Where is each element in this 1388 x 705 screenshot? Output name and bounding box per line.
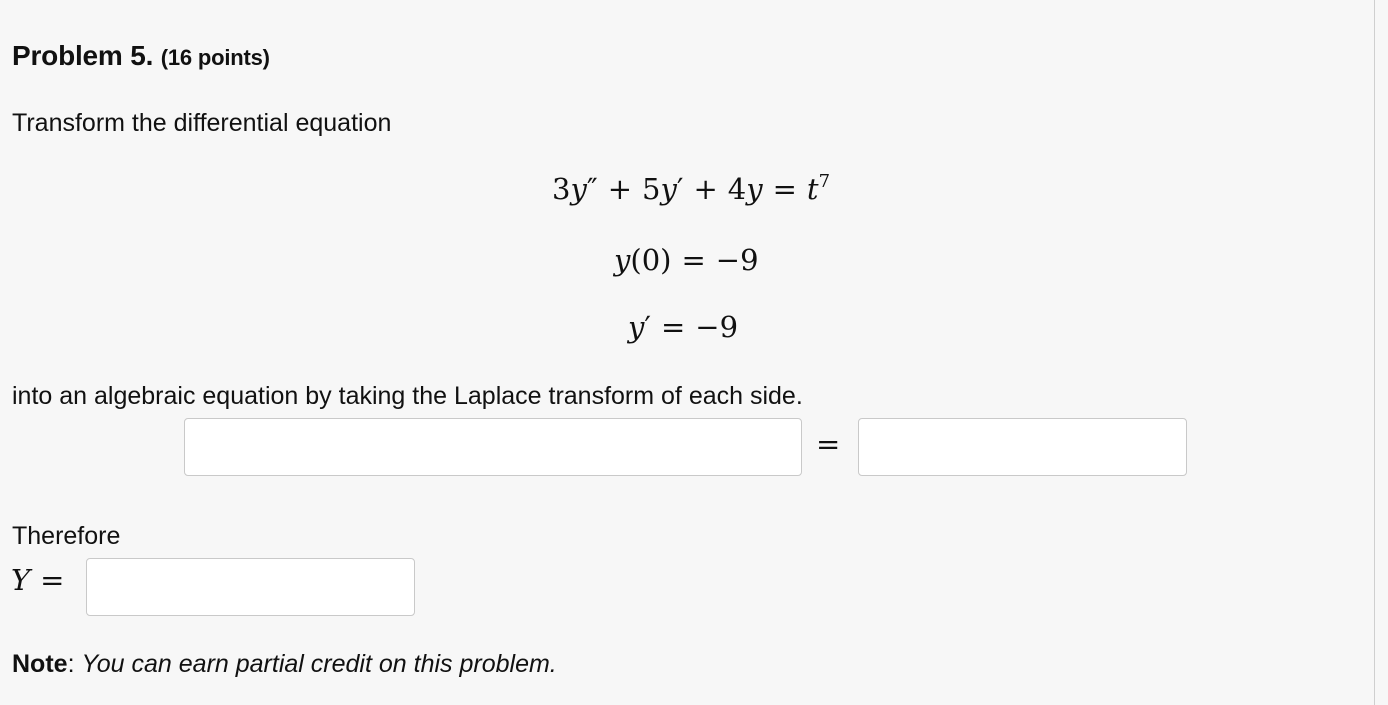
eq1-coef-3: 3	[552, 172, 571, 206]
y-equals-sign: =	[40, 563, 65, 597]
eq2-argument: (0)	[630, 243, 672, 277]
eq1-var-y: y	[660, 172, 677, 206]
y-answer-input[interactable]	[86, 558, 415, 616]
eq1-equals: =	[772, 172, 797, 206]
y-answer-label	[11, 563, 74, 597]
eq1-prime: ′	[676, 172, 684, 206]
eq1-plus: +	[607, 172, 632, 206]
equation-initial-yprime	[628, 310, 738, 344]
outro-text: into an algebraic equation by taking the Laplace transform of each side.	[12, 382, 803, 410]
problem-title: Problem 5.	[12, 40, 154, 71]
problem-points: (16 points)	[160, 45, 270, 70]
y-variable: Y	[11, 563, 31, 597]
eq2-value: −9	[715, 243, 759, 277]
eq2-equals: =	[681, 243, 706, 277]
page-right-border	[1374, 0, 1375, 705]
intro-text: Transform the differential equation	[12, 109, 392, 137]
eq3-equals: =	[660, 310, 686, 344]
eq1-coef-4: 4	[727, 172, 747, 206]
eq2-var-y: y	[614, 243, 631, 277]
eq1-var-y: y	[746, 172, 763, 206]
laplace-rhs-input[interactable]	[858, 418, 1187, 476]
eq1-double-prime: ″	[586, 172, 598, 206]
equation-ode	[552, 172, 830, 206]
therefore-text: Therefore	[12, 522, 121, 550]
problem-heading	[12, 40, 270, 72]
eq1-exponent: 7	[818, 171, 831, 192]
equation-initial-y	[614, 243, 759, 277]
eq1-var-t: t	[806, 172, 819, 206]
laplace-lhs-input[interactable]	[184, 418, 802, 476]
note-colon: :	[67, 650, 75, 678]
partial-credit-note	[12, 650, 557, 679]
note-text: You can earn partial credit on this problem.	[81, 650, 557, 678]
transform-equals-sign: =	[816, 427, 841, 461]
eq1-var-y: y	[570, 172, 587, 206]
eq1-plus: +	[693, 172, 718, 206]
eq1-coef-5: 5	[642, 172, 661, 206]
eq3-prime: ′	[644, 310, 651, 344]
eq3-var-y: y	[628, 310, 645, 344]
note-label: Note	[12, 650, 68, 678]
eq3-value: −9	[695, 310, 739, 344]
